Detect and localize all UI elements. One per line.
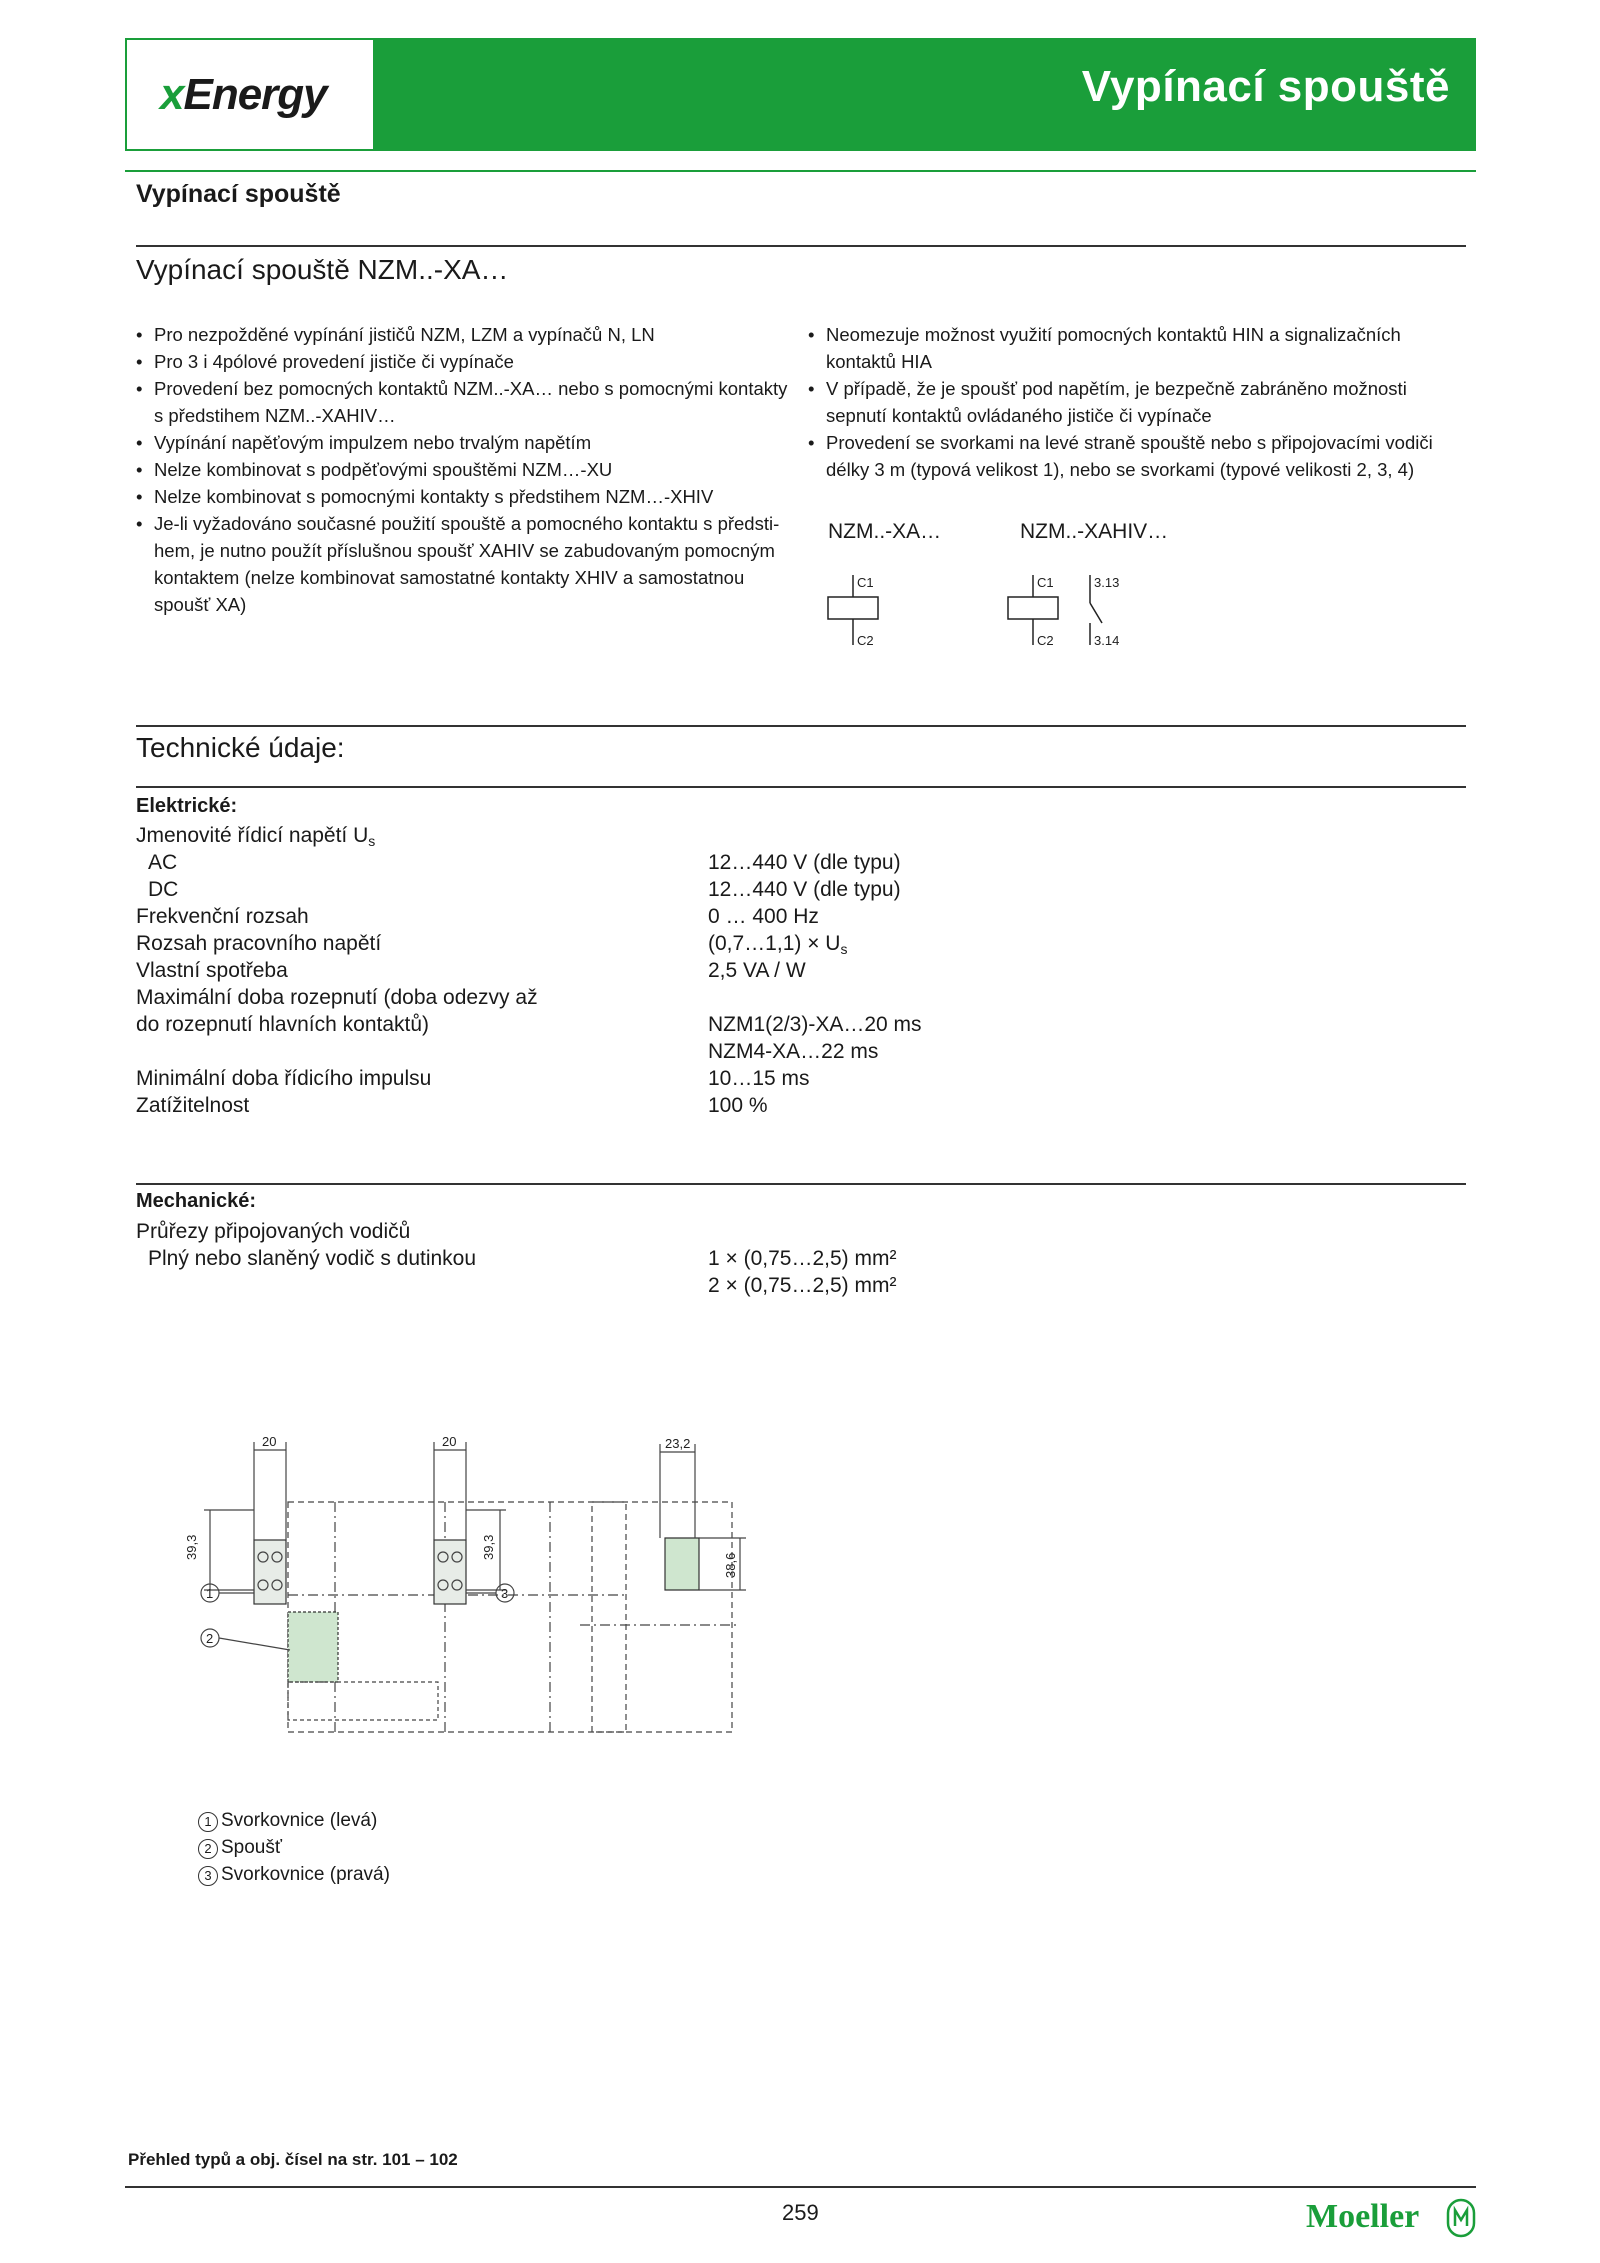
t314-label: 3.14: [1094, 633, 1120, 648]
divider: [136, 1183, 1466, 1185]
list-item: • Je-li vyžadováno současné použití spouště a pomocného kontaktu s předsti-hem, je nutno použít příslušnou spoušť XAHIV se zabudovaným pomocným kontaktem (nelze kombinovat samostatné kontakty XHIV a samostatnou spoušť XA): [136, 510, 796, 618]
c1-label: C1: [1037, 575, 1054, 590]
schematic-xahiv-title: NZM..-XAHIV…: [1020, 520, 1169, 543]
table-row: Plný nebo slaněný vodič s dutinkou 1 × (0,75…2,5) mm²: [148, 1247, 897, 1270]
dim-20-right: 20: [442, 1434, 457, 1449]
list-item: • V případě, že je spoušť pod napětím, je bezpečně zabráněno možnosti sepnutí kontaktů ovládaného jističe či vypínače: [808, 375, 1453, 429]
list-item: • Vypínání napěťovým impulzem nebo trvalým napětím: [136, 429, 796, 456]
features-left: [136, 321, 796, 618]
legend-item: 1 Svorkovnice (levá): [198, 1807, 390, 1834]
schematic-xa-title: NZM..-XA…: [828, 520, 942, 543]
drawing-legend: [198, 1807, 390, 1888]
electrical-heading: Elektrické:: [136, 795, 238, 817]
c2-label: C2: [857, 633, 874, 648]
callout-2: 2: [206, 1631, 214, 1646]
dim-20-left: 20: [262, 1434, 277, 1449]
features-right: [808, 321, 1453, 483]
c2-label: C2: [1037, 633, 1054, 648]
table-row: Maximální doba rozepnutí (doba odezvy až: [136, 986, 538, 1009]
dim-38-6: 38,6: [723, 1552, 738, 1578]
list-item: • Provedení bez pomocných kontaktů NZM..-XA… nebo s pomocnými kontakty s předstihem NZM..-XAHIV…: [136, 375, 796, 429]
section-title: Vypínací spouště: [136, 180, 341, 208]
table-row: Zatížitelnost 100 %: [136, 1094, 768, 1117]
dimension-drawing: [180, 1430, 800, 1760]
moeller-logo: Moeller: [1306, 2198, 1420, 2235]
divider: [136, 786, 1466, 788]
dim-39-3-right: 39,3: [481, 1534, 496, 1560]
table-row: do rozepnutí hlavních kontaktů) NZM1(2/3)-XA…20 ms: [136, 1013, 922, 1036]
divider: [136, 725, 1466, 727]
table-row: DC 12…440 V (dle typu): [148, 878, 901, 901]
divider: [136, 245, 1466, 247]
table-row: AC 12…440 V (dle typu): [148, 851, 901, 874]
section-subtitle: Vypínací spouště NZM..-XA…: [136, 254, 509, 285]
table-row: Vlastní spotřeba 2,5 VA / W: [136, 959, 806, 982]
callout-3: 3: [501, 1586, 509, 1601]
page-number: 259: [782, 2200, 819, 2225]
table-row: NZM4-XA…22 ms: [708, 1040, 879, 1063]
footer-note: Přehled typů a obj. čísel na str. 101 – 102: [128, 2150, 458, 2169]
dim-23-2: 23,2: [665, 1436, 691, 1451]
mechanical-table: [136, 1218, 1336, 1299]
moeller-emblem-icon: [1446, 2198, 1476, 2238]
schematic-symbols: [820, 565, 1180, 665]
list-item: • Neomezuje možnost využití pomocných kontaktů HIN a signalizačních kontaktů HIA: [808, 321, 1453, 375]
t313-label: 3.13: [1094, 575, 1120, 590]
list-item: • Nelze kombinovat s pomocnými kontakty s předstihem NZM…-XHIV: [136, 483, 796, 510]
callout-1: 1: [206, 1586, 214, 1601]
table-row: 2 × (0,75…2,5) mm²: [708, 1274, 897, 1297]
legend-item: 3 Svorkovnice (pravá): [198, 1861, 390, 1888]
c1-label: C1: [857, 575, 874, 590]
dim-39-3-left: 39,3: [184, 1534, 199, 1560]
page-title: Vypínací spouště: [1081, 62, 1450, 111]
table-row: Průřezy připojovaných vodičů: [136, 1220, 411, 1243]
list-item: • Pro 3 i 4pólové provedení jističe či vypínače: [136, 348, 796, 375]
mechanical-heading: Mechanické:: [136, 1190, 257, 1212]
xenergy-logo: xEnergy: [160, 70, 327, 119]
tech-title: Technické údaje:: [136, 732, 345, 763]
table-row: Frekvenční rozsah 0 … 400 Hz: [136, 905, 819, 928]
table-row: Minimální doba řídicího impulsu 10…15 ms: [136, 1067, 810, 1090]
electrical-table: [136, 822, 1336, 1119]
header-divider: [125, 170, 1476, 172]
footer-divider: [125, 2186, 1476, 2188]
table-row: Rozsah pracovního napětí (0,7…1,1) × $U_s$: [136, 932, 848, 957]
list-item: • Pro nezpožděné vypínání jističů NZM, LZM a vypínačů N, LN: [136, 321, 796, 348]
list-item: • Nelze kombinovat s podpěťovými spouštěmi NZM…-XU: [136, 456, 796, 483]
table-row: Jmenovité řídicí napětí $U_s$: [136, 824, 376, 849]
list-item: • Provedení se svorkami na levé straně spouště nebo s připojovacími vodiči délky 3 m (typová velikost 1), nebo se svorkami (typové velikosti 2, 3, 4): [808, 429, 1453, 483]
legend-item: 2 Spoušť: [198, 1834, 390, 1861]
